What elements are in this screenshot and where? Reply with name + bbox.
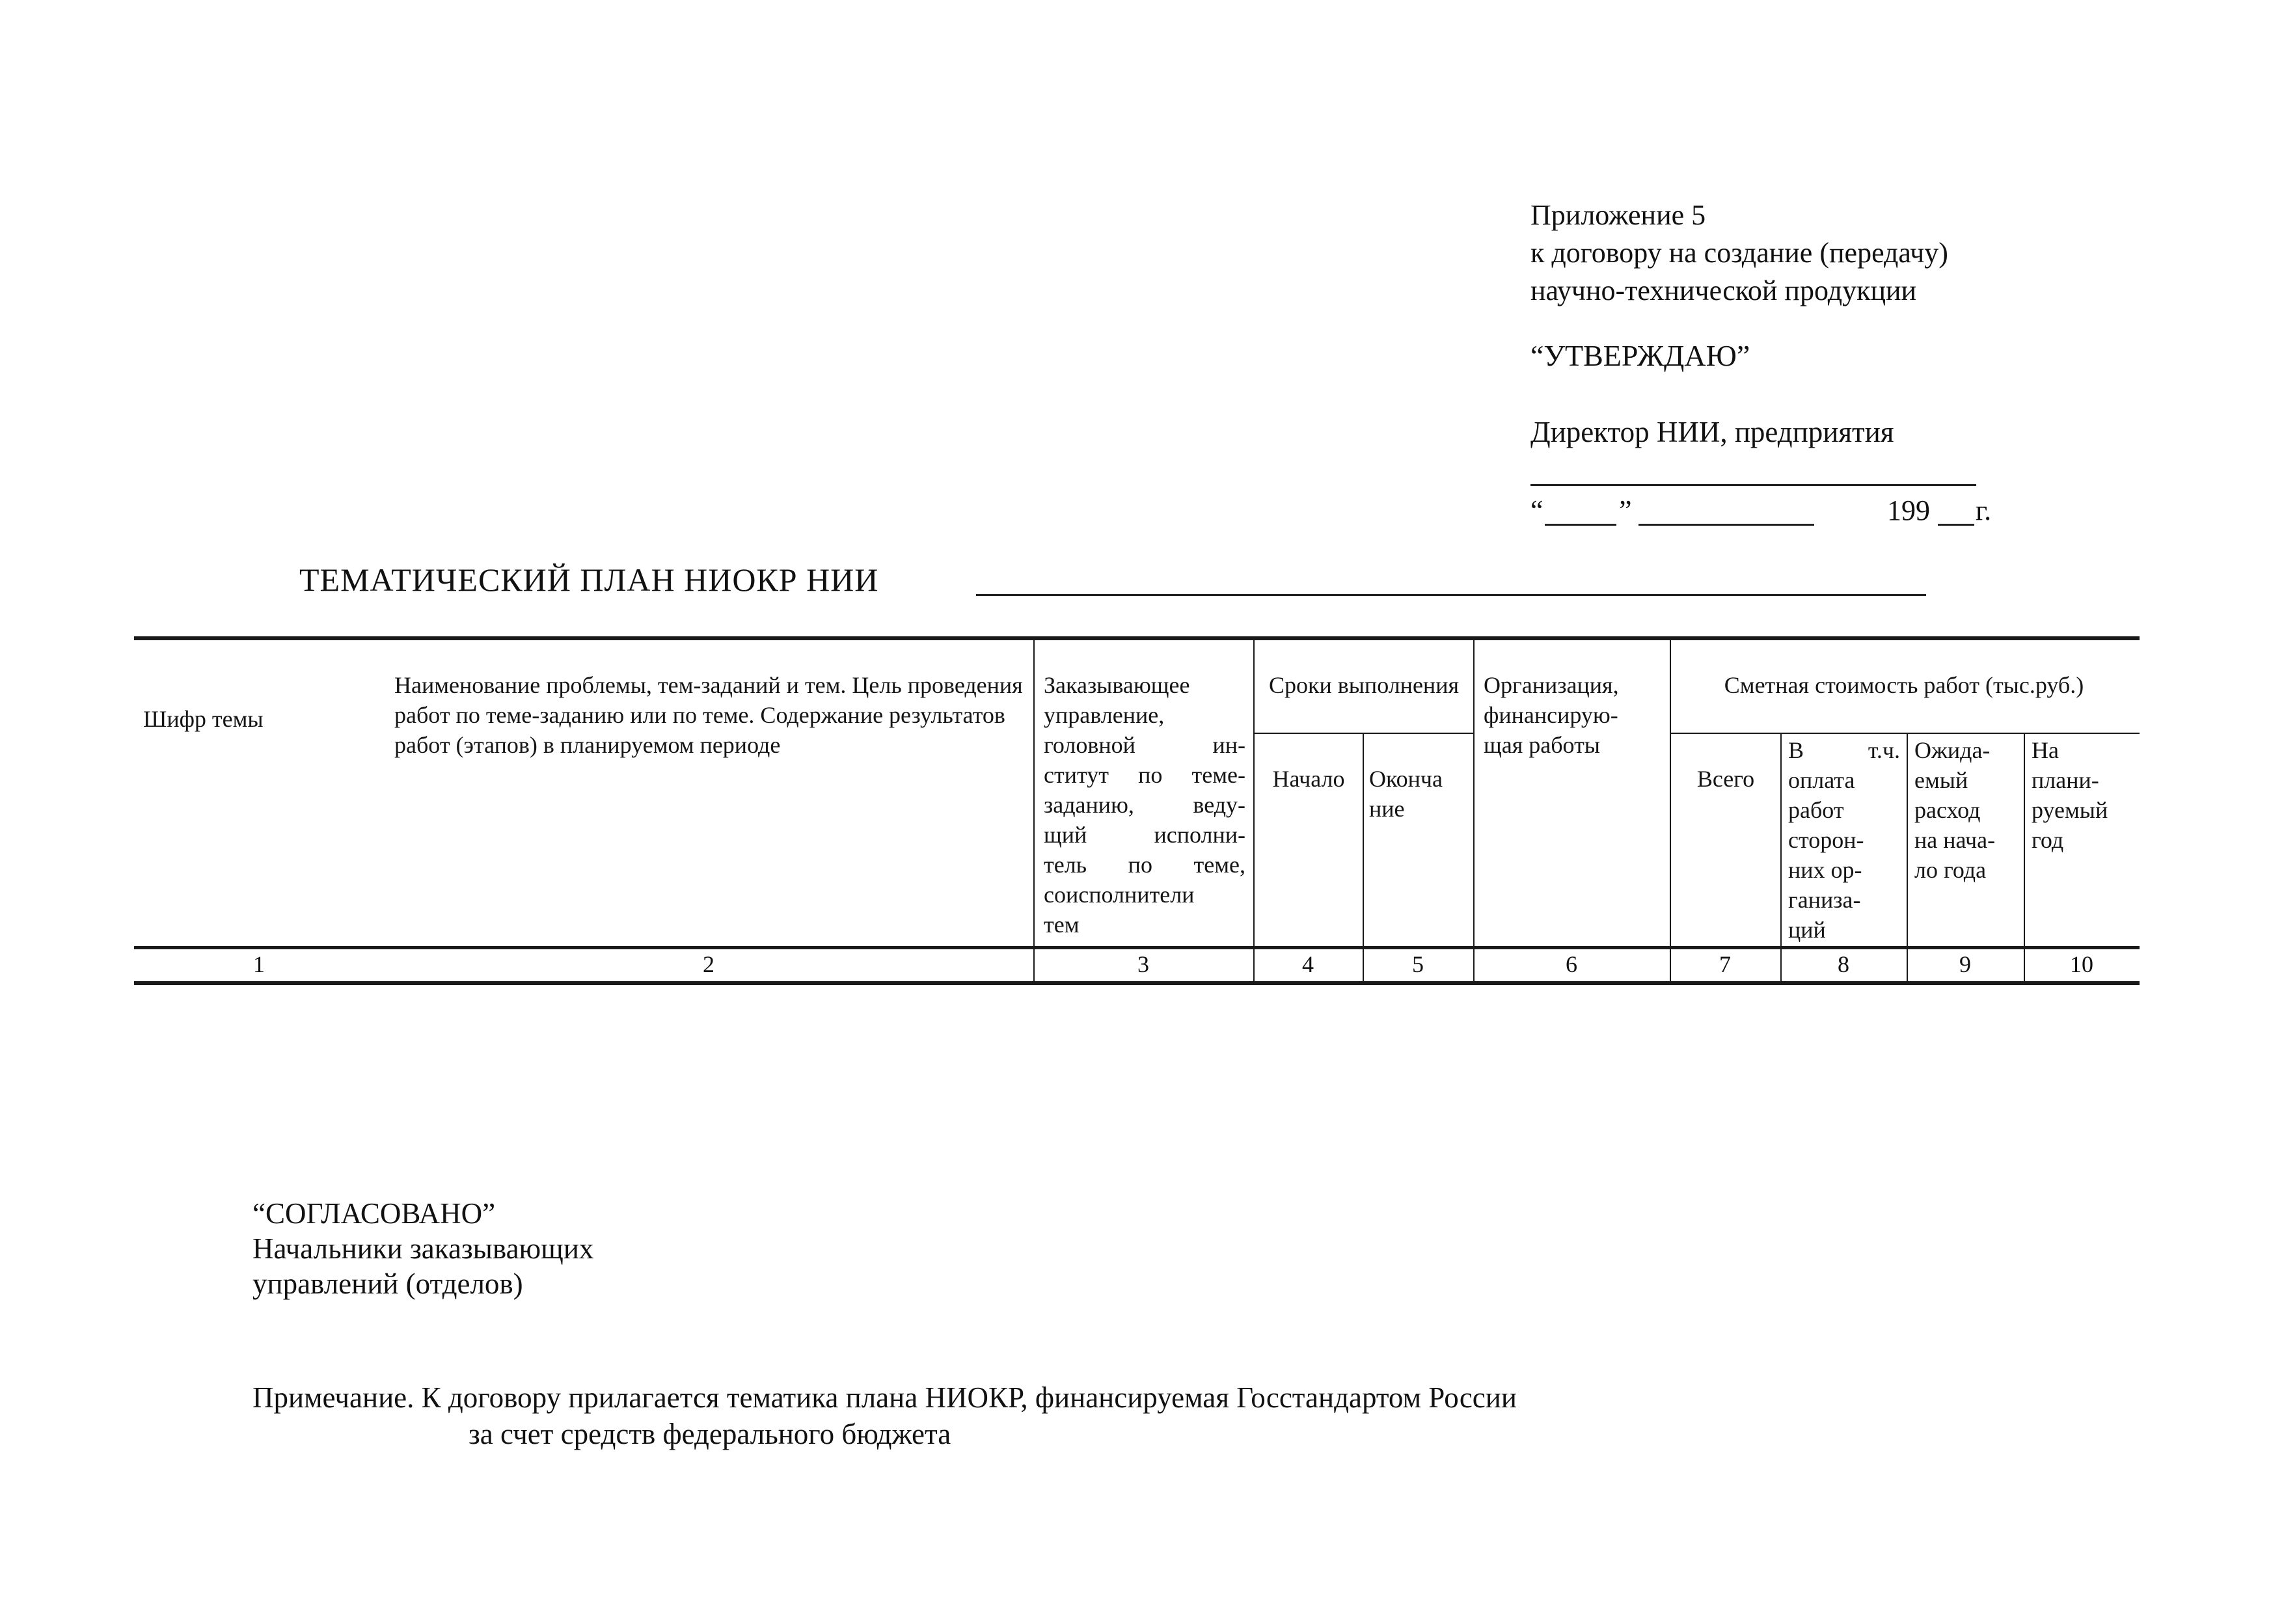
header-expected-expense bbox=[1914, 735, 2021, 885]
col-divider bbox=[1253, 636, 1255, 981]
col-divider bbox=[1363, 733, 1364, 981]
header-line: Заказывающее bbox=[1044, 672, 1190, 698]
header-line: щий исполни- bbox=[1044, 822, 1245, 848]
header-line: руемый bbox=[2032, 797, 2108, 823]
year-blank bbox=[1938, 524, 1974, 526]
header-line: соисполнители bbox=[1044, 882, 1195, 908]
header-line: Ожида- bbox=[1914, 737, 1991, 763]
header-line: расход bbox=[1914, 797, 1981, 823]
date-close-quote: ” bbox=[1619, 494, 1632, 526]
header-customer-department bbox=[1044, 670, 1245, 940]
appendix-reference bbox=[1530, 196, 1948, 310]
table-top-rule bbox=[134, 636, 2140, 640]
header-bottom-rule bbox=[134, 946, 2140, 949]
day-blank bbox=[1545, 524, 1616, 526]
column-number: 9 bbox=[1959, 951, 1971, 977]
header-topic-code: Шифр темы bbox=[143, 706, 264, 732]
column-number: 10 bbox=[2070, 951, 2093, 977]
header-funding-organization bbox=[1484, 670, 1666, 760]
agreed-heading: “СОГЛАСОВАНО” bbox=[252, 1197, 496, 1230]
column-number: 1 bbox=[253, 951, 265, 977]
header-line: ций bbox=[1788, 917, 1826, 943]
note-line: за счет средств федерального бюджета bbox=[469, 1418, 951, 1450]
title-blank-line bbox=[976, 594, 1926, 596]
header-line: ло года bbox=[1914, 857, 1987, 883]
header-line: управление, bbox=[1044, 702, 1165, 728]
header-line: щая работы bbox=[1484, 732, 1600, 758]
date-suffix: г. bbox=[1976, 494, 1992, 526]
col-divider bbox=[1473, 636, 1475, 981]
appendix-line: научно-технической продукции bbox=[1530, 275, 1917, 306]
thematic-plan-table bbox=[134, 636, 2140, 986]
column-number: 4 bbox=[1302, 951, 1314, 977]
header-line: на нача- bbox=[1914, 827, 1996, 853]
header-line: заданию, веду- bbox=[1044, 792, 1245, 818]
note-line: Примечание. К договору прилагается тематика плана НИОКР, финансируемая Госстандартом России bbox=[252, 1381, 1517, 1414]
agreed-line: управлений (отделов) bbox=[252, 1267, 523, 1300]
column-number: 3 bbox=[1137, 951, 1149, 977]
approve-heading: “УТВЕРЖДАЮ” bbox=[1530, 339, 1750, 372]
appendix-line: Приложение 5 bbox=[1530, 199, 1706, 231]
approval-date-row bbox=[1530, 487, 2071, 532]
header-planned-year bbox=[2032, 735, 2138, 855]
header-line: ние bbox=[1369, 796, 1405, 822]
agreed-line: Начальники заказывающих bbox=[252, 1232, 594, 1265]
header-line: работ bbox=[1788, 797, 1844, 823]
footnote bbox=[252, 1379, 1517, 1452]
header-line: финансирую- bbox=[1484, 702, 1618, 728]
signature-line bbox=[1530, 484, 1976, 486]
header-line: тем bbox=[1044, 912, 1080, 938]
header-line: них ор- bbox=[1788, 857, 1862, 883]
col-divider bbox=[1907, 733, 1908, 981]
header-line: В т.ч. bbox=[1788, 737, 1900, 763]
header-line: год bbox=[2032, 827, 2064, 853]
header-line: Организация, bbox=[1484, 672, 1619, 698]
column-number: 8 bbox=[1838, 951, 1849, 977]
column-number: 2 bbox=[703, 951, 714, 977]
header-line: ститут по теме- bbox=[1044, 762, 1245, 788]
col-divider bbox=[1780, 733, 1782, 981]
header-line: На bbox=[2032, 737, 2059, 763]
month-blank bbox=[1638, 524, 1814, 526]
col-divider bbox=[1033, 636, 1035, 981]
header-total: Всего bbox=[1696, 766, 1755, 792]
header-line: Оконча bbox=[1369, 766, 1443, 792]
header-third-party-payment bbox=[1788, 735, 1900, 945]
col-divider bbox=[2024, 733, 2025, 981]
header-line: оплата bbox=[1788, 767, 1855, 793]
col-divider bbox=[1670, 636, 1671, 981]
terms-group-rule bbox=[1253, 733, 1475, 734]
plan-title: ТЕМАТИЧЕСКИЙ ПЛАН НИОКР НИИ bbox=[299, 562, 879, 598]
header-estimated-cost: Сметная стоимость работ (тыс.руб.) bbox=[1724, 672, 2084, 698]
header-line: сторон- bbox=[1788, 827, 1864, 853]
column-number: 6 bbox=[1566, 951, 1577, 977]
header-start: Начало bbox=[1272, 766, 1345, 792]
column-number: 5 bbox=[1412, 951, 1424, 977]
header-topic-name: Наименование проблемы, тем-заданий и тем. Цель проведения работ по теме-заданию или по теме. Содержание результатов работ (этапов) в планируемом периоде bbox=[394, 672, 1023, 758]
cost-group-rule bbox=[1670, 733, 2140, 734]
header-line: головной ин- bbox=[1044, 732, 1245, 758]
date-open-quote: “ bbox=[1530, 494, 1543, 526]
appendix-line: к договору на создание (передачу) bbox=[1530, 237, 1948, 269]
column-number: 7 bbox=[1719, 951, 1731, 977]
header-line: ганиза- bbox=[1788, 887, 1861, 913]
header-execution-terms: Сроки выполнения bbox=[1268, 672, 1460, 698]
date-year: 199 bbox=[1887, 494, 1930, 526]
header-line: тель по теме, bbox=[1044, 852, 1245, 878]
director-title: Директор НИИ, предприятия bbox=[1530, 416, 1894, 448]
table-bottom-rule bbox=[134, 981, 2140, 985]
header-line: плани- bbox=[2032, 767, 2099, 793]
header-line: емый bbox=[1914, 767, 1968, 793]
agreed-block bbox=[252, 1196, 593, 1301]
header-end bbox=[1369, 764, 1471, 824]
